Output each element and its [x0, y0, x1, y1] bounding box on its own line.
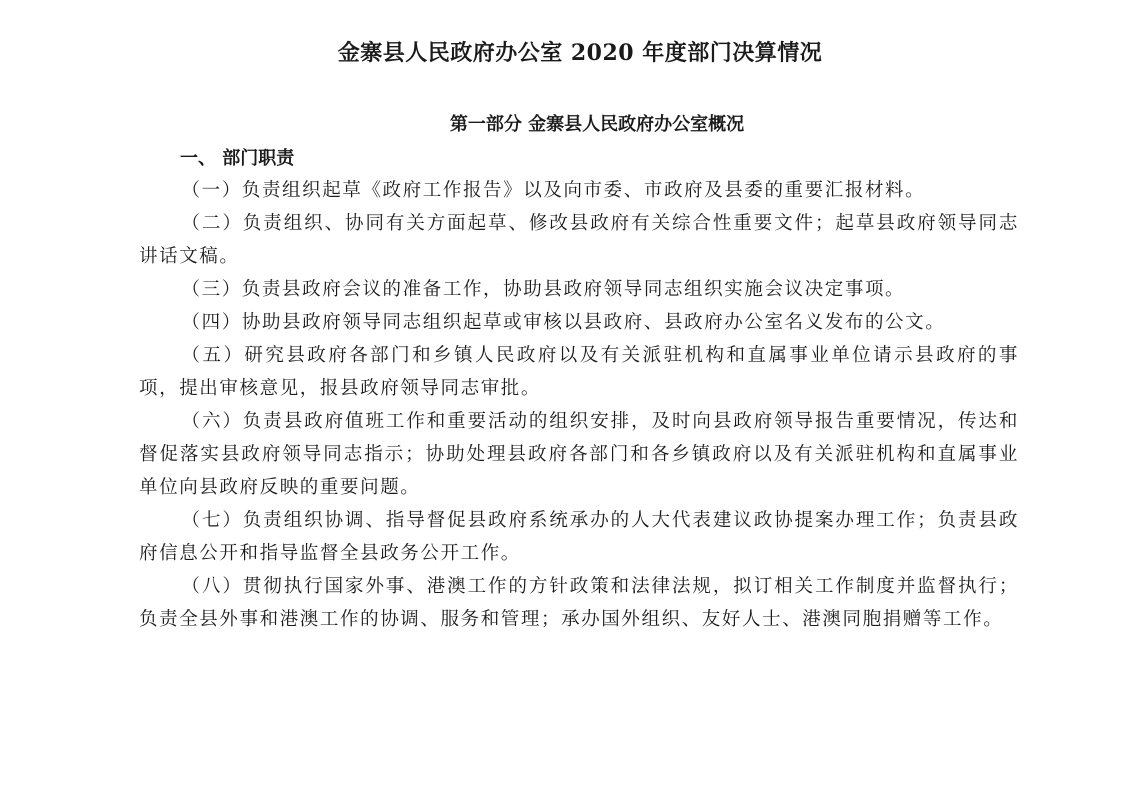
paragraph-2: （二）负责组织、协同有关方面起草、修改县政府有关综合性重要文件；起草县政府领导同志讲话文稿。	[139, 213, 1019, 267]
paragraph-1: （一）负责组织起草《政府工作报告》以及向市委、市政府及县委的重要汇报材料。	[181, 180, 926, 201]
paragraph-5: （五）研究县政府各部门和乡镇人民政府以及有关派驻机构和直属事业单位请示县政府的事项，提出审核意见，报县政府领导同志审批。	[139, 345, 1019, 399]
section-title: 一、 部门职责	[180, 148, 295, 169]
part-title: 第一部分 金寨县人民政府办公室概况	[449, 114, 745, 135]
paragraph-3: （三）负责县政府会议的准备工作，协助县政府领导同志组织实施会议决定事项。	[181, 279, 906, 300]
paragraph-4: （四）协助县政府领导同志组织起草或审核以县政府、县政府办公室名义发布的公文。	[181, 312, 946, 333]
document-title: 金寨县人民政府办公室 2020 年度部门决算情况	[337, 40, 823, 66]
paragraph-8: （八）贯彻执行国家外事、港澳工作的方针政策和法律法规，拟订相关工作制度并监督执行；负责全县外事和港澳工作的协调、服务和管理；承办国外组织、友好人士、港澳同胞捐赠等工作。	[139, 576, 1019, 630]
paragraph-6: （六）负责县政府值班工作和重要活动的组织安排，及时向县政府领导报告重要情况，传达和督促落实县政府领导同志指示；协助处理县政府各部门和各乡镇政府以及有关派驻机构和直属事业单位向县政府反映的重要问题。	[139, 411, 1019, 498]
document-body	[139, 174, 1019, 636]
paragraph-7: （七）负责组织协调、指导督促县政府系统承办的人大代表建议政协提案办理工作；负责县政府信息公开和指导监督全县政务公开工作。	[139, 510, 1019, 564]
